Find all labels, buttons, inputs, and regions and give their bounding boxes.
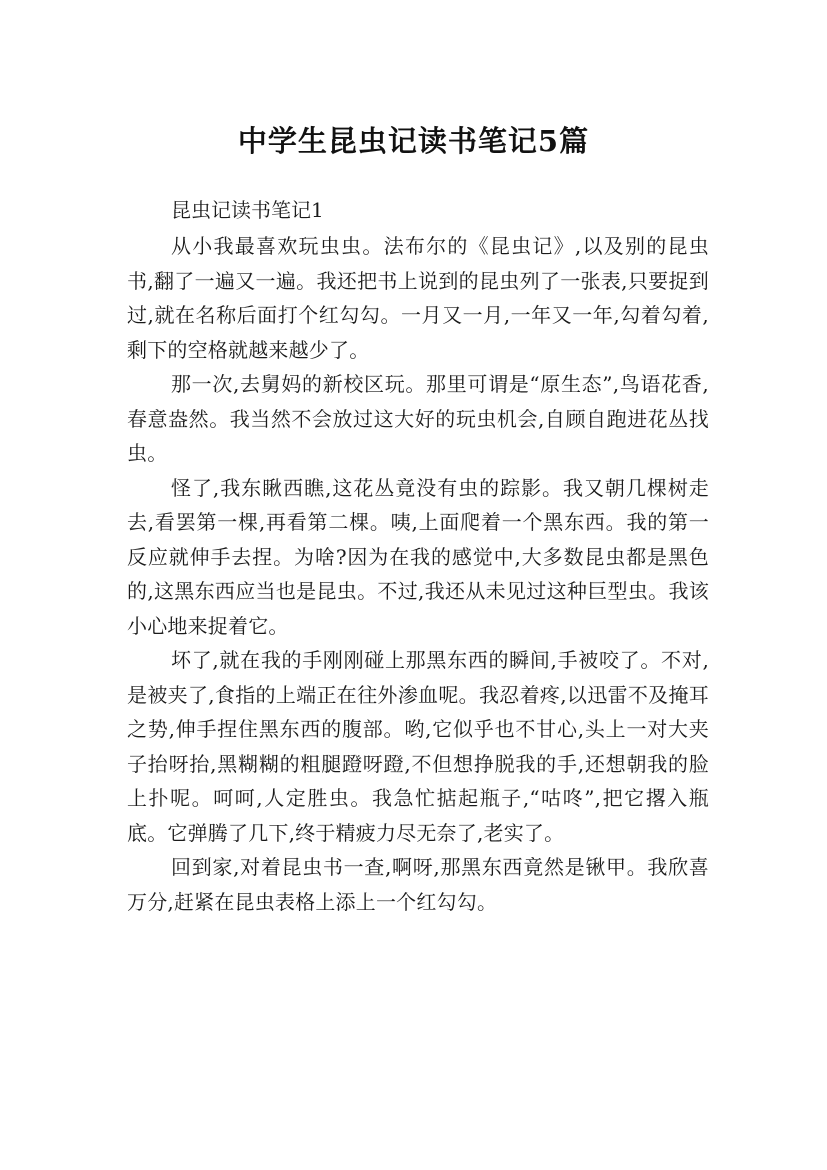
document-title: 中学生昆虫记读书笔记5篇 (237, 124, 590, 159)
section-heading: 昆虫记读书笔记1 (171, 198, 324, 222)
paragraph-2: 那一次,去舅妈的新校区玩。那里可谓是“原生态”,鸟语花香,春意盎然。我当然不会放过这大好的玩虫机会,自顾自跑进花丛找虫。 (127, 372, 709, 465)
paragraph-1: 从小我最喜欢玩虫虫。法布尔的《昆虫记》,以及别的昆虫书,翻了一遍又一遍。我还把书上说到的昆虫列了一张表,只要捉到过,就在名称后面打个红勾勾。一月又一月,一年又一年,勾着勾着,剩下的空格就越来越少了。 (127, 234, 709, 362)
paragraph-3: 怪了,我东瞅西瞧,这花丛竟没有虫的踪影。我又朝几棵树走去,看罢第一棵,再看第二棵。咦,上面爬着一个黑东西。我的第一反应就伸手去捏。为啥?因为在我的感觉中,大多数昆虫都是黑色的,这黑东西应当也是昆虫。不过,我还从未见过这种巨型虫。我该小心地来捉着它。 (127, 475, 709, 638)
paragraph-4: 坏了,就在我的手刚刚碰上那黑东西的瞬间,手被咬了。不对,是被夹了,食指的上端正在往外渗血呢。我忍着疼,以迅雷不及掩耳之势,伸手捏住黑东西的腹部。哟,它似乎也不甘心,头上一对大夹子抬呀抬,黑糊糊的粗腿蹬呀蹬,不但想挣脱我的手,还想朝我的脸上扑呢。呵呵,人定胜虫。我急忙掂起瓶子,“咕咚”,把它撂入瓶底。它弹腾了几下,终于精疲力尽无奈了,老实了。 (127, 648, 709, 845)
paragraph-5: 回到家,对着昆虫书一查,啊呀,那黑东西竟然是锹甲。我欣喜万分,赶紧在昆虫表格上添上一个红勾勾。 (127, 855, 709, 914)
document-body (127, 192, 709, 919)
